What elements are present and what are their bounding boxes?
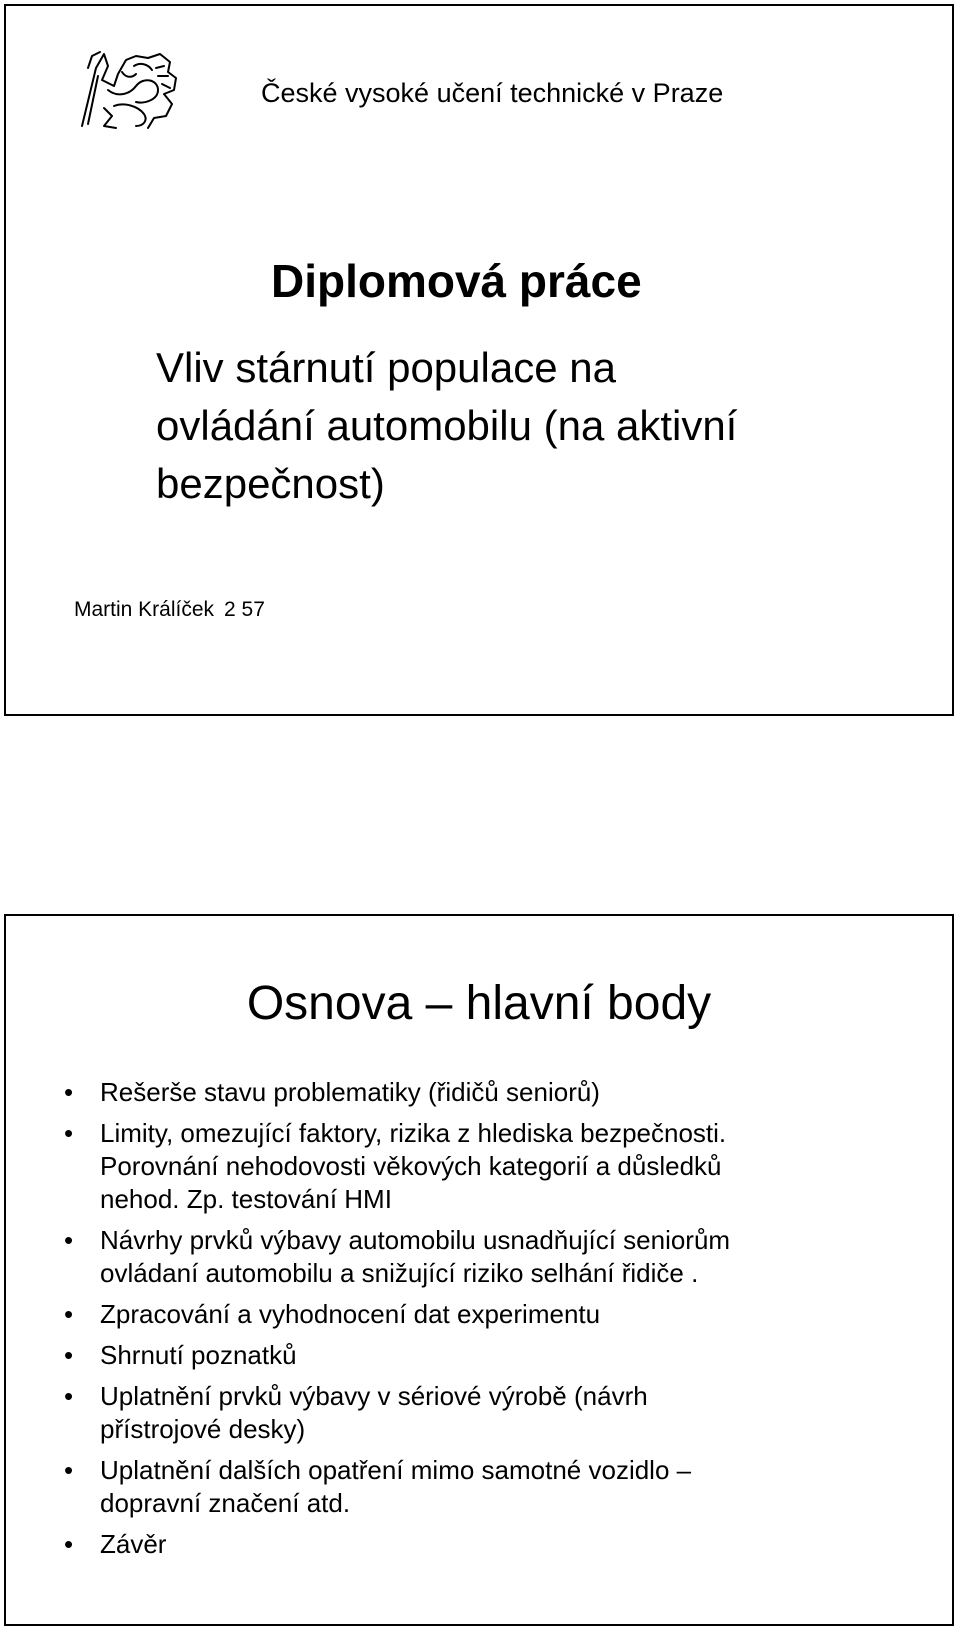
thesis-title-line: Vliv stárnutí populace na xyxy=(156,344,616,391)
thesis-title xyxy=(156,339,916,513)
list-item-line: ovládaní automobilu a snižující riziko selhání řidiče . xyxy=(100,1258,699,1288)
outline-bullet-list xyxy=(62,1076,942,1569)
list-item xyxy=(62,1117,942,1216)
outline-heading: Osnova – hlavní body xyxy=(246,977,712,1030)
list-item-line: Uplatnění dalších opatření mimo samotné vozidlo – xyxy=(100,1455,692,1485)
bullet-icon: • xyxy=(64,1225,74,1255)
list-item-line: Limity, omezující faktory, rizika z hlediska bezpečnosti. xyxy=(100,1118,727,1148)
thesis-title-line: bezpečnost) xyxy=(156,460,385,507)
list-item-line: Závěr xyxy=(100,1529,167,1559)
university-name: České vysoké učení technické v Praze xyxy=(261,78,724,108)
outline-slide xyxy=(4,914,954,1626)
list-item xyxy=(62,1224,942,1290)
thesis-title-line: ovládání automobilu (na aktivní xyxy=(156,402,738,449)
list-item-line: Porovnání nehodovosti věkových kategorií a důsledků xyxy=(100,1151,722,1181)
list-item-line: Shrnutí poznatků xyxy=(100,1340,297,1370)
author-line xyxy=(74,598,265,622)
bullet-icon: • xyxy=(64,1455,74,1485)
bullet-icon: • xyxy=(64,1299,74,1329)
list-item-line: nehod. Zp. testování HMI xyxy=(100,1184,392,1214)
author-name: Martin Králíček xyxy=(74,598,215,621)
bullet-icon: • xyxy=(64,1381,74,1411)
bullet-icon: • xyxy=(64,1340,74,1370)
list-item-line: Zpracování a vyhodnocení dat experimentu xyxy=(100,1299,601,1329)
list-item xyxy=(62,1076,942,1109)
bullet-icon: • xyxy=(64,1077,74,1107)
list-item xyxy=(62,1380,942,1446)
list-item-line: přístrojové desky) xyxy=(100,1414,306,1444)
list-item xyxy=(62,1298,942,1331)
list-item xyxy=(62,1528,942,1561)
list-item xyxy=(62,1339,942,1372)
ctu-lion-logo-icon xyxy=(74,46,184,132)
bullet-icon: • xyxy=(64,1118,74,1148)
list-item-line: Rešerše stavu problematiky (řidičů seniorů) xyxy=(100,1077,600,1107)
bullet-icon: • xyxy=(64,1529,74,1559)
list-item xyxy=(62,1454,942,1520)
document-type-title: Diplomová práce xyxy=(271,255,642,307)
title-slide xyxy=(4,4,954,716)
author-number: 2 57 xyxy=(224,598,265,621)
list-item-line: Uplatnění prvků výbavy v sériové výrobě (návrh xyxy=(100,1381,648,1411)
list-item-line: Návrhy prvků výbavy automobilu usnadňující seniorům xyxy=(100,1225,731,1255)
list-item-line: dopravní značení atd. xyxy=(100,1488,351,1518)
